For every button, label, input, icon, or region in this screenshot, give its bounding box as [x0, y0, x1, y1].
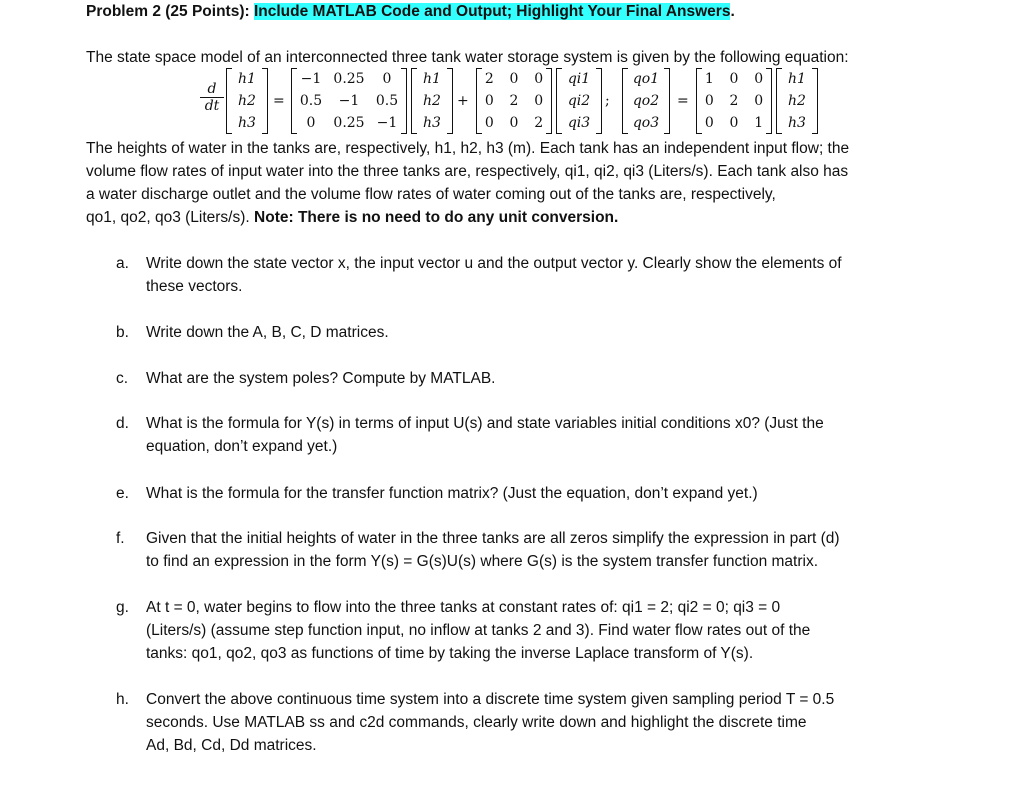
matrix-row: [777, 112, 817, 134]
matrix-row: [697, 68, 771, 90]
matrix-cell: 0: [754, 71, 764, 87]
question-line: these vectors.: [146, 278, 243, 295]
matrix-cell: 2: [534, 115, 544, 131]
matrix-cell: qi3: [567, 115, 591, 131]
matrix-row: [777, 68, 817, 90]
equals-sign: =: [273, 93, 285, 109]
title-period: .: [730, 3, 735, 20]
question-text: [146, 321, 946, 344]
unit-note: Note: There is no need to do any unit conversion.: [254, 209, 619, 226]
matrix-cell: 0: [534, 93, 544, 109]
question-text: [146, 596, 946, 665]
question-line: (Liters/s) (assume step function input, no inflow at tanks 2 and 3). Find water flow rates out of the: [146, 622, 811, 639]
matrix-cell: 0: [729, 115, 739, 131]
description-line: a water discharge outlet and the volume flow rates of water coming out of the tanks are, respectively,: [86, 186, 776, 203]
matrix-cell: 0: [509, 71, 519, 87]
matrix-cell: qo3: [632, 115, 660, 131]
question-line: Write down the state vector x, the input vector u and the output vector y. Clearly show the elements of: [146, 255, 842, 272]
problem-title: [86, 3, 735, 21]
question-label: b.: [116, 324, 129, 341]
question-line: At t = 0, water begins to flow into the three tanks at constant rates of: qi1 = 2; qi2 = 0; qi3 = 0: [146, 599, 781, 616]
matrix-cell: 0: [754, 93, 764, 109]
intro-text: The state space model of an interconnected three tank water storage system is given by the following equation:: [86, 49, 849, 66]
matrix-B: [476, 68, 552, 134]
semicolon: ;: [605, 93, 610, 109]
matrix-cell: 0.5: [299, 93, 323, 109]
description-line: The heights of water in the tanks are, respectively, h1, h2, h3 (m). Each tank has an independent input flow; the: [86, 140, 850, 157]
question-line: to find an expression in the form Y(s) = G(s)U(s) where G(s) is the system transfer function matrix.: [146, 553, 819, 570]
matrix-cell: h3: [788, 115, 806, 131]
matrix-cell: qo2: [632, 93, 660, 109]
input-vector: [556, 68, 602, 134]
matrix-cell: qi2: [567, 93, 591, 109]
matrix-cell: −1: [338, 93, 360, 109]
matrix-cell: 0: [382, 71, 392, 87]
output-vector: [622, 68, 670, 134]
matrix-row: [292, 68, 406, 90]
matrix-cell: 0: [729, 71, 739, 87]
state-vector-rhs: [411, 68, 453, 134]
derivative-operator: [200, 81, 224, 114]
matrix-cell: qo1: [632, 71, 660, 87]
matrix-cell: h1: [788, 71, 806, 87]
matrix-C: [696, 68, 772, 134]
derivative-numerator: d: [200, 81, 224, 98]
question-text: [146, 412, 946, 458]
question-line: Ad, Bd, Cd, Dd matrices.: [146, 737, 317, 754]
matrix-cell: h2: [788, 93, 806, 109]
question-label: d.: [116, 415, 129, 432]
question-line: What is the formula for the transfer function matrix? (Just the equation, don’t expand yet.): [146, 485, 758, 502]
equals-sign-output: =: [677, 93, 689, 109]
matrix-cell: h3: [423, 115, 441, 131]
question-text: [146, 688, 946, 757]
matrix-row: [557, 90, 601, 112]
matrix-cell: qi1: [567, 71, 591, 87]
system-description: [86, 137, 946, 229]
matrix-row: [697, 112, 771, 134]
question-line: tanks: qo1, qo2, qo3 as functions of time by taking the inverse Laplace transform of Y(s).: [146, 645, 754, 662]
matrix-row: [477, 90, 551, 112]
matrix-cell: −1: [376, 115, 398, 131]
matrix-cell: 0: [704, 93, 714, 109]
matrix-row: [292, 112, 406, 134]
matrix-row: [412, 112, 452, 134]
plus-sign: +: [457, 93, 469, 109]
question-line: equation, don’t expand yet.): [146, 438, 338, 455]
description-line-4: qo1, qo2, qo3 (Liters/s).: [86, 209, 250, 226]
matrix-row: [227, 112, 267, 134]
question-label: g.: [116, 599, 129, 616]
matrix-row: [227, 90, 267, 112]
question-line: Write down the A, B, C, D matrices.: [146, 324, 389, 341]
matrix-cell: h3: [238, 115, 256, 131]
matrix-cell: h2: [423, 93, 441, 109]
matrix-cell: 0: [509, 115, 519, 131]
description-line: volume flow rates of input water into the three tanks are, respectively, qi1, qi2, qi3 (Liters/s). Each tank also has: [86, 163, 849, 180]
question-text: [146, 252, 946, 298]
state-vector-output: [776, 68, 818, 134]
matrix-cell: 0.5: [375, 93, 399, 109]
matrix-cell: 0.25: [333, 71, 365, 87]
state-vector-lhs: [226, 68, 268, 134]
matrix-row: [477, 112, 551, 134]
matrix-row: [227, 68, 267, 90]
matrix-cell: 1: [754, 115, 764, 131]
matrix-A: [291, 68, 407, 134]
question-line: Given that the initial heights of water in the three tanks are all zeros simplify the expression in part (d): [146, 530, 840, 547]
matrix-cell: 2: [509, 93, 519, 109]
matrix-row: [777, 90, 817, 112]
derivative-denominator: dt: [204, 98, 220, 114]
question-label: e.: [116, 485, 129, 502]
matrix-cell: 0: [484, 93, 494, 109]
question-text: [146, 482, 946, 505]
matrix-cell: h1: [238, 71, 256, 87]
matrix-cell: h2: [238, 93, 256, 109]
matrix-cell: h1: [423, 71, 441, 87]
matrix-cell: 0: [534, 71, 544, 87]
matrix-row: [623, 68, 669, 90]
matrix-row: [557, 112, 601, 134]
matrix-row: [412, 90, 452, 112]
highlighted-instruction: Include MATLAB Code and Output; Highlight Your Final Answers: [253, 3, 731, 20]
matrix-cell: 2: [484, 71, 494, 87]
matrix-cell: 0: [704, 115, 714, 131]
matrix-row: [557, 68, 601, 90]
question-label: c.: [116, 370, 129, 387]
matrix-row: [623, 90, 669, 112]
question-line: What are the system poles? Compute by MATLAB.: [146, 370, 496, 387]
matrix-cell: 1: [704, 71, 714, 87]
matrix-cell: 0: [306, 115, 316, 131]
question-text: [146, 527, 946, 573]
question-line: seconds. Use MATLAB ss and c2d commands, clearly write down and highlight the discrete time: [146, 714, 807, 731]
matrix-cell: 2: [729, 93, 739, 109]
matrix-row: [477, 68, 551, 90]
description-line: [86, 206, 946, 229]
question-line: What is the formula for Y(s) in terms of input U(s) and state variables initial conditions x0? (Just the: [146, 415, 824, 432]
matrix-row: [412, 68, 452, 90]
question-label: h.: [116, 691, 129, 708]
matrix-row: [697, 90, 771, 112]
question-label: f.: [116, 530, 125, 547]
question-text: [146, 367, 946, 390]
matrix-row: [292, 90, 406, 112]
matrix-row: [623, 112, 669, 134]
matrix-cell: −1: [300, 71, 322, 87]
matrix-cell: 0.25: [333, 115, 365, 131]
question-label: a.: [116, 255, 129, 272]
problem-label: Problem 2 (25 Points):: [86, 3, 250, 20]
matrix-cell: 0: [484, 115, 494, 131]
question-line: Convert the above continuous time system into a discrete time system given sampling period T = 0.5: [146, 691, 835, 708]
